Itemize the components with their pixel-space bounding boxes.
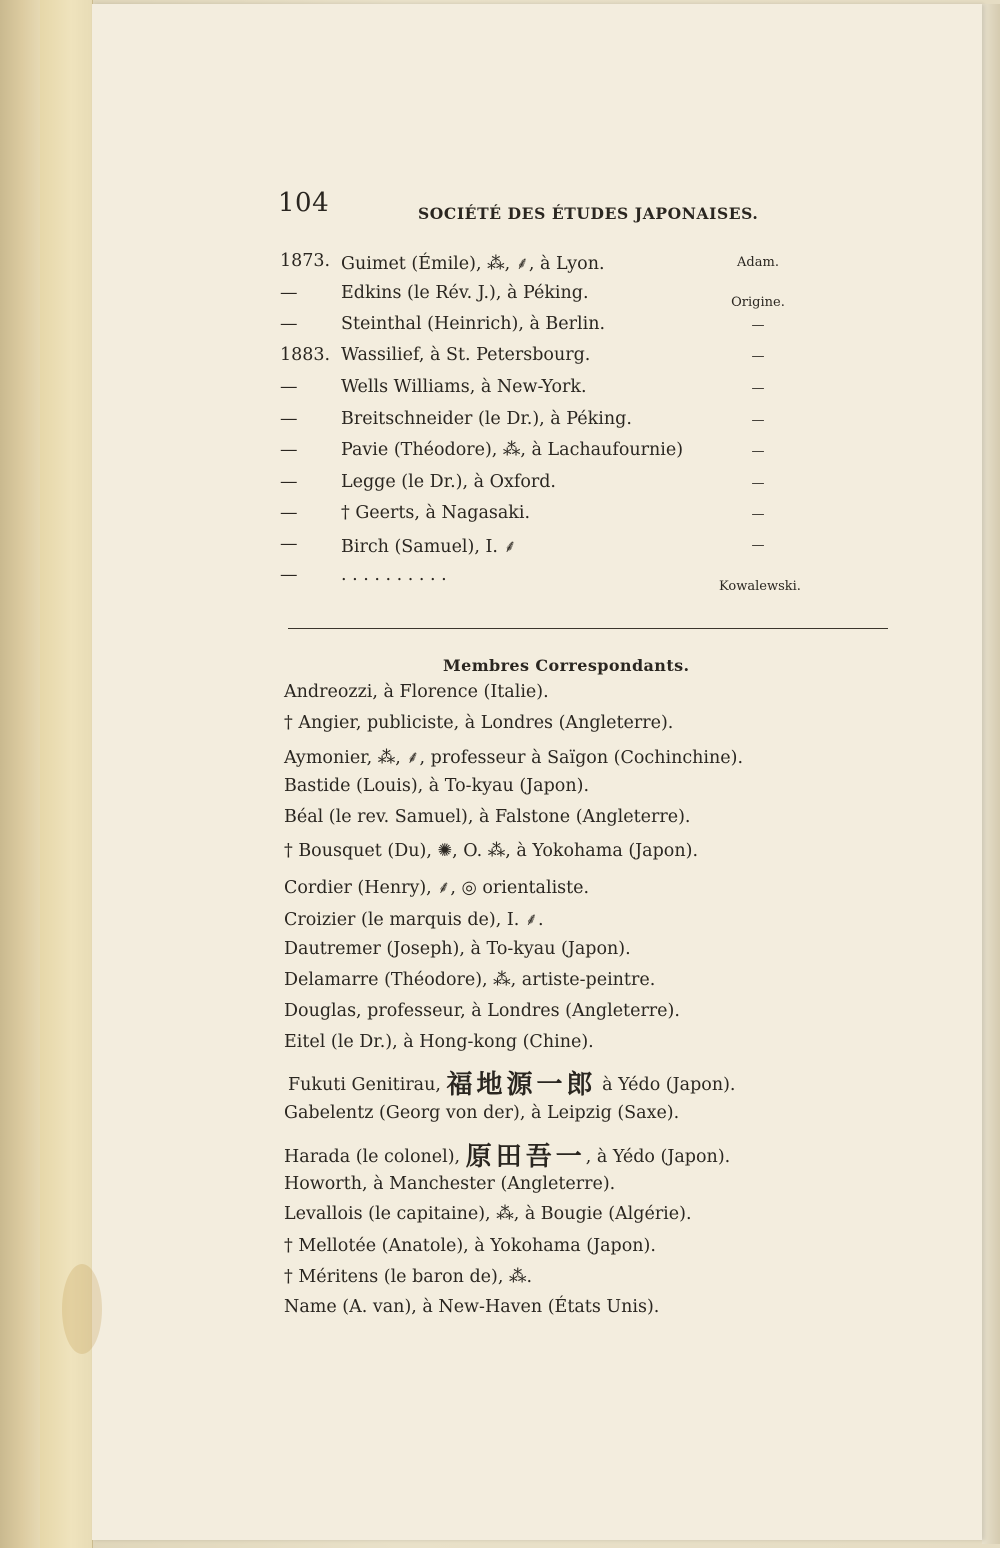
member-right-note: — (751, 444, 765, 459)
list-item: Douglas, professeur, à Londres (Angleterre). (284, 1001, 680, 1021)
member-name: . . . . . . . . . . (341, 565, 447, 585)
member-name: Birch (Samuel), I. ⸙ (341, 537, 517, 557)
member-right-note: — (751, 381, 765, 396)
member-year: — (280, 534, 298, 554)
page-number: 104 (278, 188, 330, 218)
member-year: — (280, 314, 298, 334)
list-item: † Bousquet (Du), ✺, O. ⁂, à Yokohama (Japon). (284, 841, 699, 861)
list-item: † Méritens (le baron de), ⁂. (284, 1267, 533, 1287)
kanji-name: 福地源一郎 (446, 1070, 597, 1100)
member-year: — (280, 565, 298, 585)
member-year: — (280, 409, 298, 429)
book-spine (0, 0, 44, 1548)
list-item: † Angier, publiciste, à Londres (Angleterre). (284, 713, 674, 733)
member-right-note: — (751, 476, 765, 491)
member-year: 1883. (280, 345, 331, 365)
member-right-note: — (751, 507, 765, 522)
member-name: Pavie (Théodore), ⁂, à Lachaufournie) (341, 440, 684, 460)
list-item: Gabelentz (Georg von der), à Leipzig (Saxe). (284, 1103, 680, 1123)
entry-text: Fukuti Genitirau, (288, 1075, 441, 1095)
list-item: Delamarre (Théodore), ⁂, artiste-peintre. (284, 970, 656, 990)
foxing-stain (62, 1264, 102, 1354)
member-year: 1873. (280, 251, 331, 271)
kanji-name: 原田吾一 (465, 1142, 586, 1172)
section-title: Membres Correspondants. (443, 656, 690, 675)
entry-text: Harada (le colonel), (284, 1147, 461, 1167)
list-item: Dautremer (Joseph), à To-kyau (Japon). (284, 939, 631, 959)
member-right-note: — (751, 538, 765, 553)
list-item: Andreozzi, à Florence (Italie). (284, 682, 549, 702)
member-right-note: — (751, 318, 765, 333)
list-item: Cordier (Henry), ⸙, ◎ orientaliste. (284, 878, 590, 898)
list-item: Bastide (Louis), à To-kyau (Japon). (284, 776, 590, 796)
running-header: SOCIÉTÉ DES ÉTUDES JAPONAISES. (418, 204, 759, 223)
list-item (288, 1064, 736, 1101)
section-divider (288, 628, 888, 629)
list-item: Levallois (le capitaine), ⁂, à Bougie (Algérie). (284, 1204, 692, 1224)
member-name: Legge (le Dr.), à Oxford. (341, 472, 556, 492)
member-name: Breitschneider (le Dr.), à Péking. (341, 409, 632, 429)
list-item: Name (A. van), à New-Haven (États Unis). (284, 1297, 660, 1317)
entry-text: à Yédo (Japon). (602, 1075, 736, 1095)
list-item: Béal (le rev. Samuel), à Falstone (Angleterre). (284, 807, 691, 827)
member-name: Edkins (le Rév. J.), à Péking. (341, 283, 589, 303)
member-right-note: Adam. (737, 255, 779, 270)
list-item: Croizier (le marquis de), I. ⸙. (284, 910, 544, 930)
member-year: — (280, 503, 298, 523)
member-year: — (280, 377, 298, 397)
right-page-edge (982, 4, 1000, 1544)
list-item (284, 1136, 730, 1173)
member-year: — (280, 283, 298, 303)
member-right-note: Origine. (731, 295, 785, 310)
member-year: — (280, 440, 298, 460)
member-right-note: — (751, 349, 765, 364)
member-name: Wassilief, à St. Petersbourg. (341, 345, 591, 365)
list-item: Eitel (le Dr.), à Hong-kong (Chine). (284, 1032, 594, 1052)
list-item: Aymonier, ⁂, ⸙, professeur à Saïgon (Cochinchine). (284, 748, 744, 768)
list-item: † Mellotée (Anatole), à Yokohama (Japon). (284, 1236, 656, 1256)
member-name: Guimet (Émile), ⁂, ⸙, à Lyon. (341, 254, 605, 274)
member-name: Steinthal (Heinrich), à Berlin. (341, 314, 606, 334)
member-name: † Geerts, à Nagasaki. (341, 503, 531, 523)
member-right-note: Kowalewski. (719, 579, 801, 594)
entry-text: , à Yédo (Japon). (585, 1147, 731, 1167)
list-item: Howorth, à Manchester (Angleterre). (284, 1174, 616, 1194)
member-name: Wells Williams, à New-York. (341, 377, 587, 397)
member-right-note: — (751, 413, 765, 428)
member-year: — (280, 472, 298, 492)
